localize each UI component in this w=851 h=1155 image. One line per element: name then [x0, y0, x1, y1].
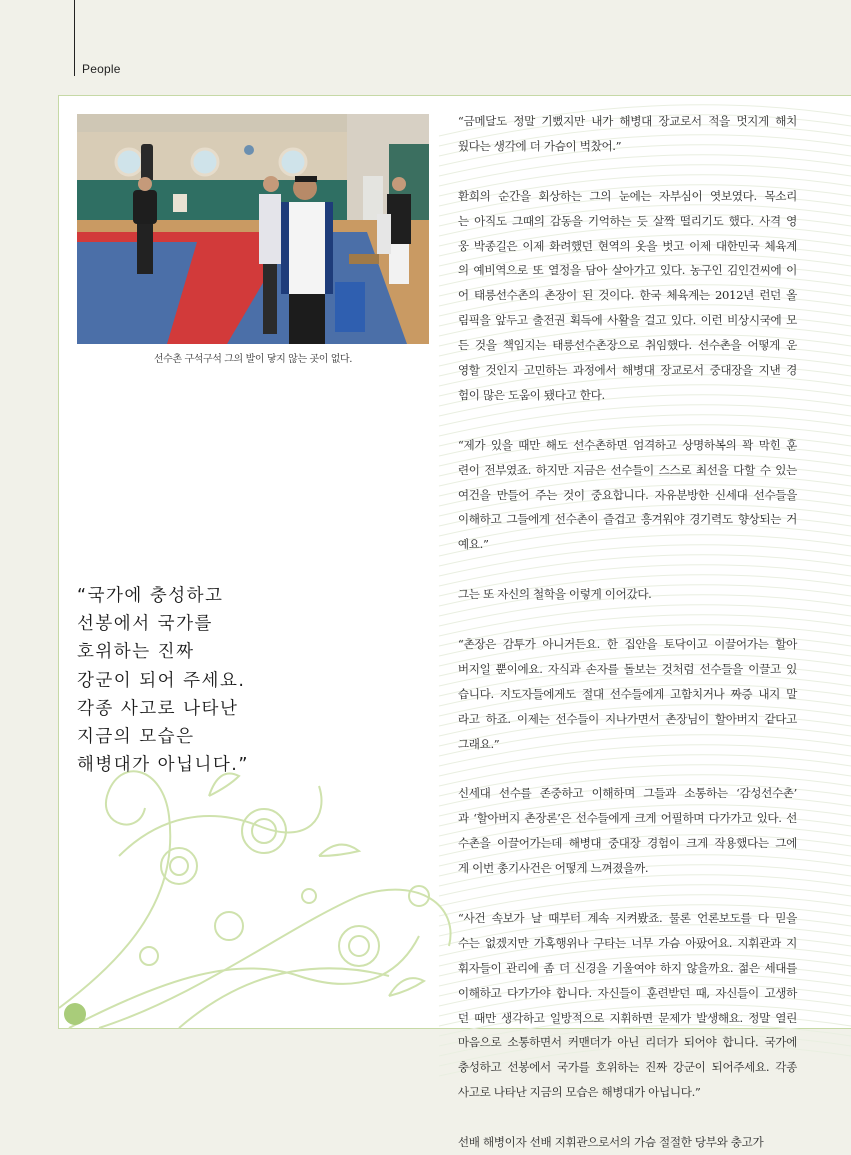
- article-paragraph: [444, 184, 797, 408]
- ornament-dot: [64, 1003, 86, 1025]
- article-line: 웅 박종길은 이제 화려했던 현역의 옷을 벗고 이제 대한민국 체육계: [457, 238, 797, 253]
- article-line: 어 태릉선수촌의 촌장이 된 것이다. 한국 체육계는 2012년 런던 올: [457, 288, 797, 303]
- article-paragraph: [444, 632, 797, 757]
- article-line: 선배 해병이자 선배 지휘관으로서의 가슴 절절한 당부와 충고가: [457, 1135, 764, 1150]
- floral-ornament: [59, 771, 451, 1028]
- article-paragraph: [444, 781, 797, 881]
- article-line: 이해하고 다가가야 합니다. 자신들이 훈련받던 때, 자신들이 고생하: [457, 985, 797, 1000]
- content-panel: [58, 95, 851, 1150]
- article-line: “촌장은 감투가 아니거든요. 한 집안을 토닥이고 이끌어가는 할아: [457, 636, 797, 651]
- article-line: 습니다. 지도자들에게도 절대 선수들에게 고함치거나 짜증 내지 말: [457, 686, 797, 701]
- article-line: 사고로 나타난 지금의 모습은 해병대가 아닙니다.”: [457, 1085, 701, 1100]
- article-photo: [77, 114, 429, 344]
- article-line: 그는 또 자신의 철학을 이렇게 이어갔다.: [457, 587, 652, 602]
- article-line: 웠다는 생각에 더 가슴이 벅찼어.”: [457, 138, 622, 153]
- article-line: 영할 것인지 고민하는 과정에서 해병대 장교로서 중대장을 지낸 경: [457, 363, 797, 378]
- section-label: People: [82, 62, 121, 76]
- pull-quote-line: 각종 사고로 나타난: [77, 698, 239, 719]
- article-paragraph: [444, 906, 797, 1105]
- article-line: 는 아직도 그때의 감동을 기억하는 듯 살짝 떨리기도 했다. 사격 영: [457, 213, 797, 228]
- article-line: 림픽을 앞두고 출전권 획득에 사활을 걸고 있다. 이런 비상시국에 모: [457, 313, 797, 328]
- article-line: 신세대 선수를 존중하고 이해하며 그들과 소통하는 ‘감성선수촌’: [457, 786, 797, 801]
- article-line: 마음으로 소통하면서 커맨더가 아닌 리더가 되어야 합니다. 국가에: [457, 1035, 797, 1050]
- article-line: 든 것을 책임지는 태릉선수촌장으로 취임했다. 선수촌을 어떻게 운: [457, 338, 797, 353]
- article-line: 버지일 뿐이에요. 자식과 손자를 돌보는 것처럼 선수들을 이끌고 있: [457, 661, 797, 676]
- article-paragraph: [444, 433, 797, 558]
- article-line: 련이 전부였죠. 하지만 지금은 선수들이 스스로 최선을 다할 수 있는: [457, 462, 797, 477]
- article-line: 휘자들이 관리에 좀 더 신경을 기울여야 하지 않을까요. 젊은 세대를: [457, 960, 797, 975]
- photo-caption: 선수촌 구석구석 그의 발이 닿지 않는 곳이 없다.: [153, 354, 353, 365]
- article-line: 의 예비역으로 또 열정을 담아 살아가고 있다. 농구인 김인건씨에 이: [457, 263, 797, 278]
- article-paragraph: [444, 582, 797, 607]
- header-rule: [74, 0, 75, 76]
- article-line: 라고 하죠. 이제는 선수들이 지나가면서 촌장님이 할아버지 같다고: [457, 711, 797, 726]
- article-body: [444, 109, 797, 1155]
- article-line: 수는 없겠지만 가혹행위나 구타는 너무 가슴 아팠어요. 지휘관과 지: [457, 935, 797, 950]
- article-line: 환희의 순간을 회상하는 그의 눈에는 자부심이 엿보였다. 목소리: [457, 188, 797, 203]
- article-line: 험이 많은 도움이 됐다고 한다.: [457, 387, 605, 402]
- pull-quote: [77, 582, 422, 779]
- article-paragraph: [444, 1130, 797, 1155]
- article-line: 과 ‘할아버지 촌장론’은 선수들에게 크게 어필하며 다가가고 있다. 선: [457, 811, 797, 826]
- article-line: 여건을 만들어 주는 것이 중요합니다. 자유분방한 신세대 선수들을: [457, 487, 797, 502]
- pull-quote-line: 강군이 되어 주세요.: [77, 670, 246, 691]
- article-line: 예요.”: [457, 537, 489, 552]
- article-line: 게 이번 총기사건은 어떻게 느껴졌을까.: [457, 861, 649, 876]
- pull-quote-line: 선봉에서 국가를: [77, 614, 213, 635]
- article-line: “금메달도 정말 기뻤지만 내가 해병대 장교로서 적을 멋지게 해치: [457, 114, 797, 128]
- article-line: 충성하고 선봉에서 국가를 호위하는 진짜 강군이 되어주세요. 각종: [457, 1060, 797, 1075]
- article-paragraph: [444, 109, 797, 159]
- pull-quote-line: 지금의 모습은: [77, 727, 195, 748]
- pull-quote-line: 호위하는 진짜: [77, 642, 195, 663]
- article-line: 그래요.”: [457, 736, 500, 751]
- article-line: 이해하고 그들에게 선수촌이 즐겁고 흥겨워야 경기력도 향상되는 거: [457, 512, 797, 527]
- article-line: “사건 속보가 날 때부터 계속 지켜봤죠. 물론 언론보도를 다 믿을: [457, 910, 797, 925]
- article-line: 던 때만 생각하고 일방적으로 지휘하면 문제가 발생해요. 정말 열린: [457, 1010, 797, 1025]
- article-line: 수촌을 이끌어가는데 해병대 중대장 경험이 크게 작용했다는 그에: [457, 836, 797, 851]
- pull-quote-line: 해병대가 아닙니다.”: [77, 755, 249, 776]
- pull-quote-line: “국가에 충성하고: [77, 586, 224, 606]
- article-line: “제가 있을 때만 해도 선수촌하면 엄격하고 상명하복의 꽉 막힌 훈: [457, 437, 797, 452]
